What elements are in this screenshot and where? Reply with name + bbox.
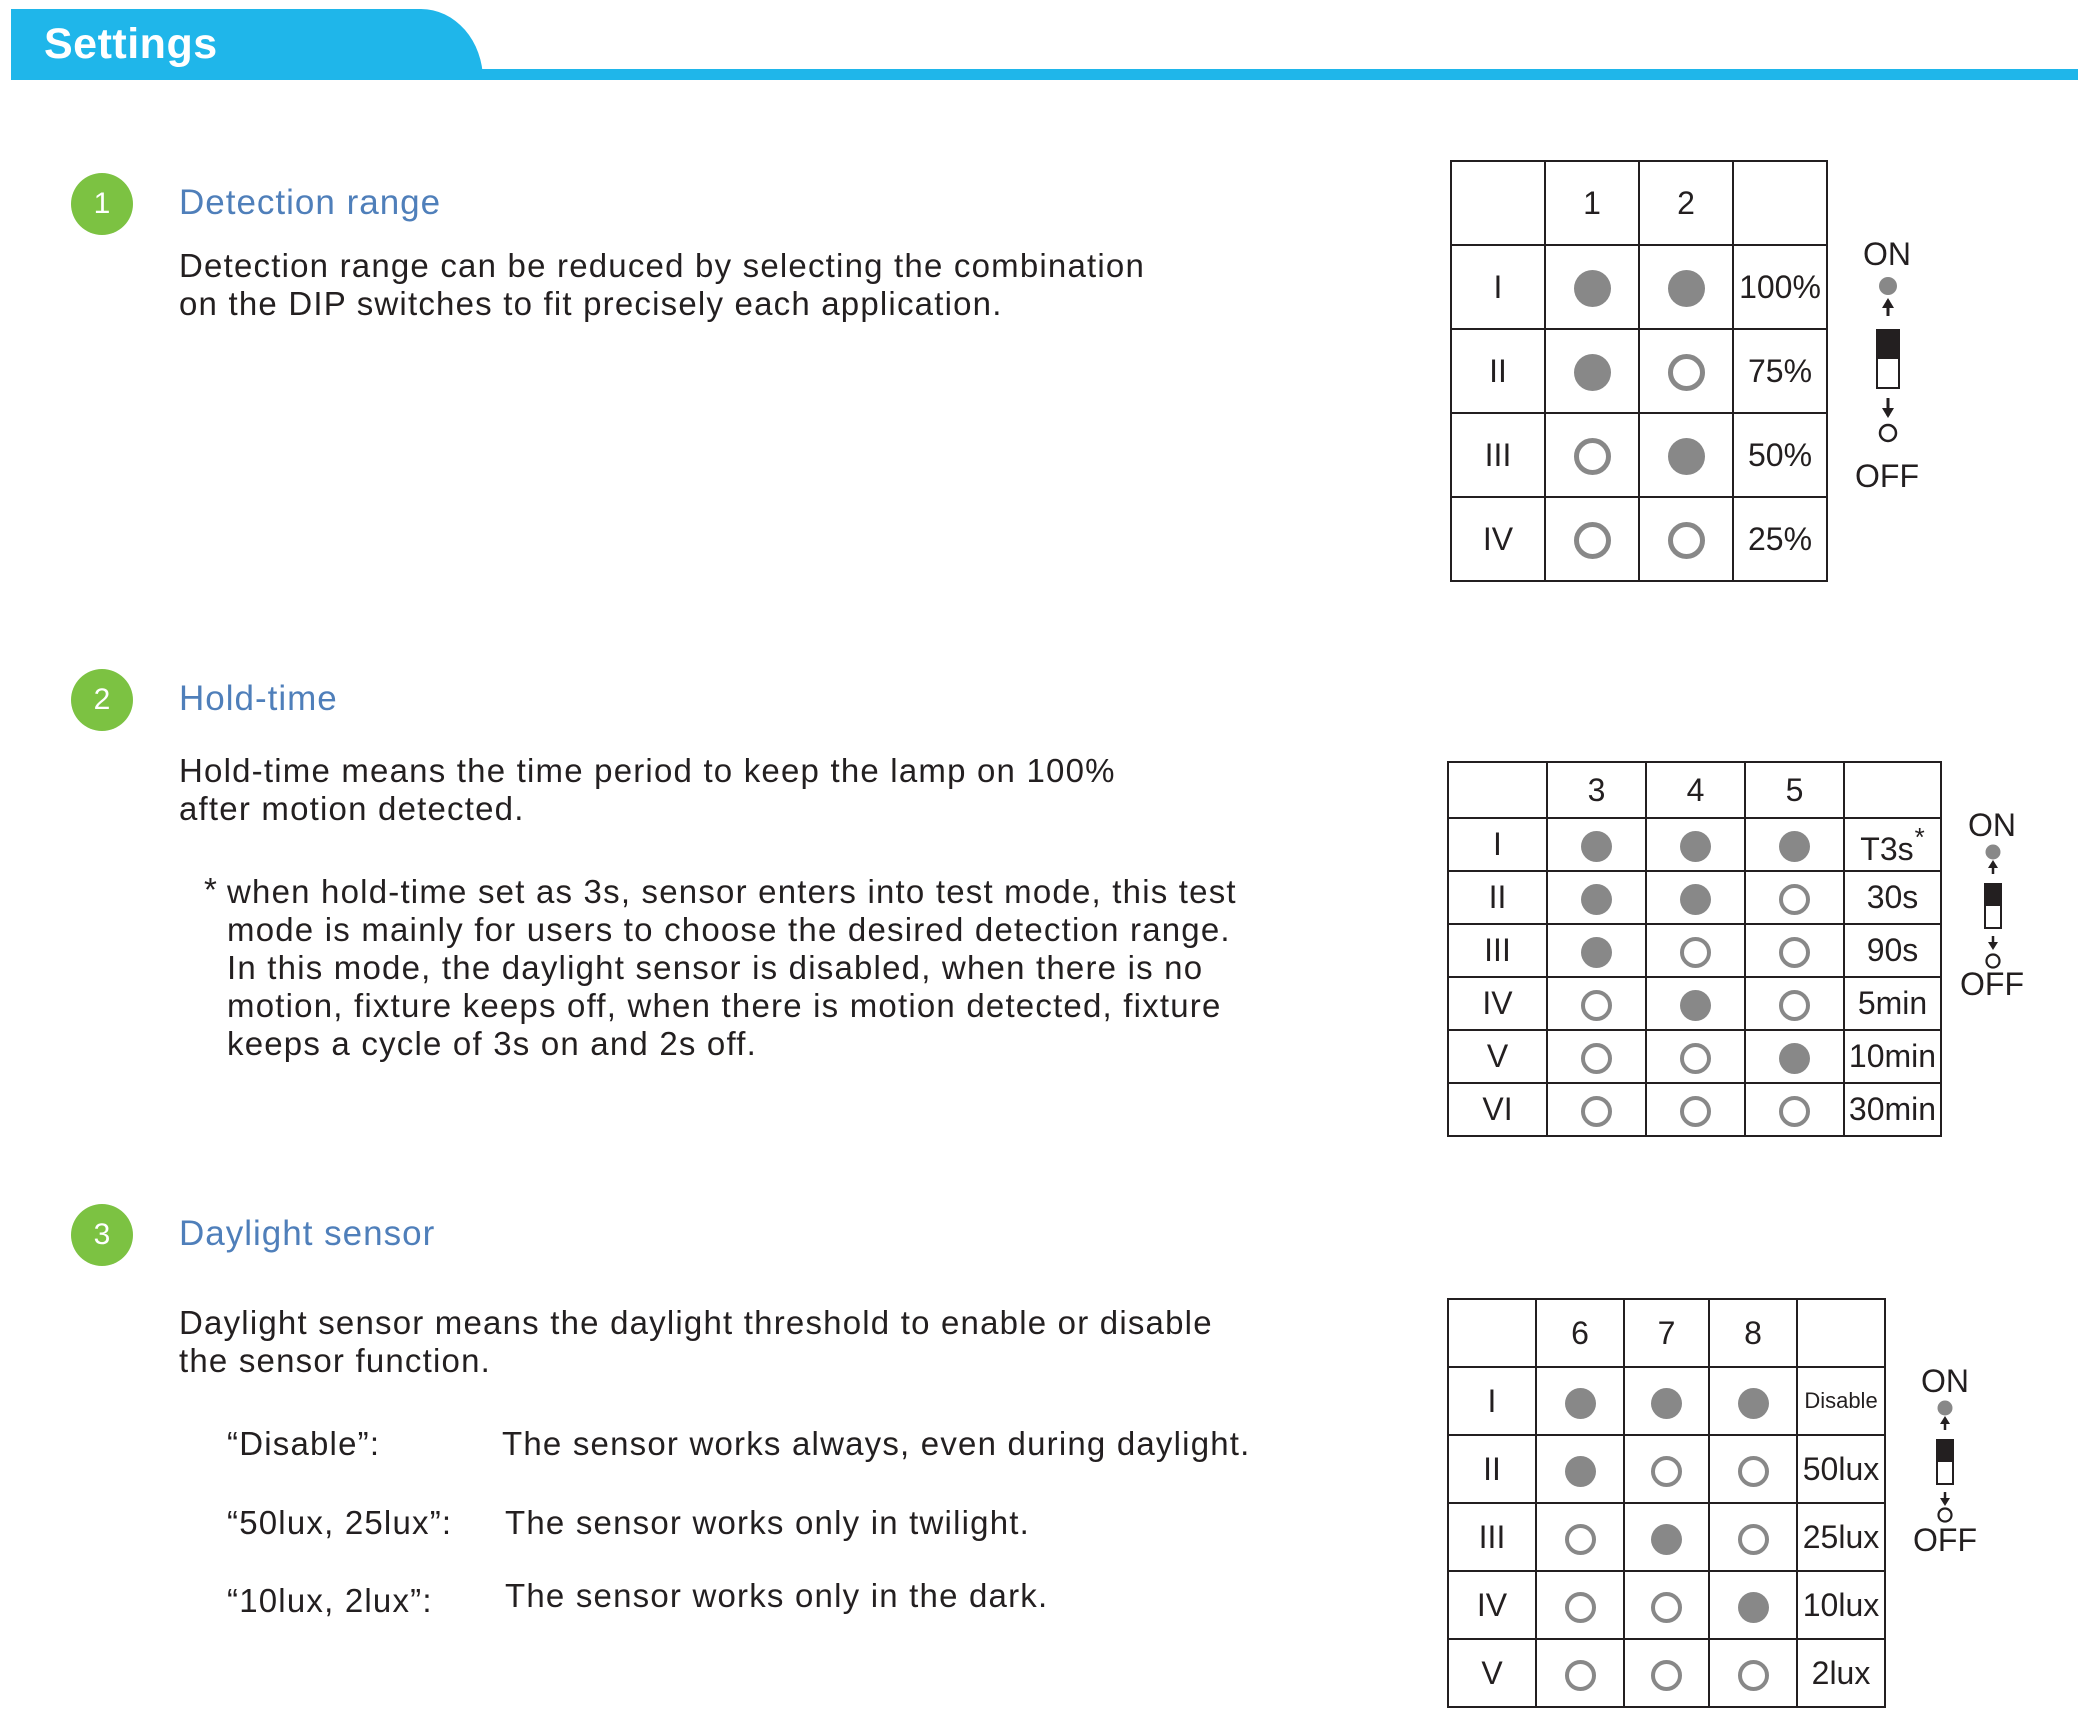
row-value: 75%	[1733, 329, 1827, 413]
mode-label-disable: “Disable”:	[227, 1425, 381, 1462]
row-value: 5min	[1844, 977, 1941, 1030]
switch-number: 7	[1624, 1299, 1709, 1367]
body-line: Hold-time means the time period to keep the lamp on 100%	[179, 752, 1116, 789]
dip-on-dot	[1680, 990, 1711, 1021]
row-value: 90s	[1844, 924, 1941, 977]
switch-off-label: OFF	[1855, 458, 1919, 494]
dip-off-dot	[1581, 1096, 1612, 1127]
dip-table-daylight-sensor	[1447, 1298, 1886, 1708]
row-label: V	[1448, 1639, 1536, 1707]
row-value-text: T3s	[1860, 830, 1914, 867]
test-mode-note	[227, 873, 1237, 1063]
row-label: I	[1448, 1367, 1536, 1435]
row-value	[1844, 818, 1941, 871]
dip-on-dot	[1565, 1456, 1596, 1487]
body-line: the sensor function.	[179, 1342, 492, 1379]
table-row	[1451, 245, 1827, 329]
row-label: VI	[1448, 1083, 1547, 1136]
dip-on-dot	[1738, 1388, 1769, 1419]
dip-switch-icon	[1872, 278, 1904, 448]
mode-desc-twilight: The sensor works only in twilight.	[505, 1504, 1030, 1541]
dip-on-dot	[1680, 884, 1711, 915]
dip-off-dot	[1779, 1096, 1810, 1127]
section-title-hold-time: Hold-time	[179, 679, 338, 718]
table-row	[1451, 413, 1827, 497]
dip-off-dot	[1738, 1456, 1769, 1487]
dip-off-dot	[1680, 1096, 1711, 1127]
dip-off-dot	[1779, 884, 1810, 915]
dip-off-dot	[1779, 937, 1810, 968]
dip-off-dot	[1680, 1043, 1711, 1074]
table-row	[1448, 924, 1941, 977]
dip-off-dot	[1651, 1660, 1682, 1691]
switch-number: 4	[1646, 762, 1745, 818]
row-label: III	[1451, 413, 1545, 497]
switch-on-label: ON	[1968, 807, 2016, 843]
dip-off-dot	[1574, 522, 1611, 559]
switch-number: 6	[1536, 1299, 1624, 1367]
test-mode-asterisk: *	[1914, 821, 1925, 852]
corner-cell	[1448, 762, 1547, 818]
dip-off-dot	[1738, 1660, 1769, 1691]
section-body-hold-time	[179, 752, 1116, 828]
table-header-row	[1451, 161, 1827, 245]
dip-on-dot	[1574, 270, 1611, 307]
switch-number: 3	[1547, 762, 1646, 818]
dip-off-dot	[1651, 1456, 1682, 1487]
row-value: 2lux	[1797, 1639, 1885, 1707]
dip-switch-icon	[1977, 844, 2009, 974]
dip-on-dot	[1581, 937, 1612, 968]
body-line: on the DIP switches to fit precisely each application.	[179, 285, 1003, 322]
row-value: 30s	[1844, 871, 1941, 924]
row-value: 25lux	[1797, 1503, 1885, 1571]
table-header-row	[1448, 1299, 1885, 1367]
row-label: III	[1448, 1503, 1536, 1571]
table-row	[1448, 818, 1941, 871]
mode-desc-dark: The sensor works only in the dark.	[505, 1577, 1049, 1614]
page-title: Settings	[44, 20, 218, 68]
dip-on-dot	[1738, 1592, 1769, 1623]
row-label: IV	[1451, 497, 1545, 581]
row-value: 50lux	[1797, 1435, 1885, 1503]
row-label: I	[1448, 818, 1547, 871]
table-header-row	[1448, 762, 1941, 818]
table-row	[1448, 977, 1941, 1030]
row-label: V	[1448, 1030, 1547, 1083]
corner-cell	[1451, 161, 1545, 245]
section-number-badge: 1	[71, 173, 133, 235]
body-line: after motion detected.	[179, 790, 525, 827]
dip-off-dot	[1779, 990, 1810, 1021]
row-value: 30min	[1844, 1083, 1941, 1136]
section-title-daylight-sensor: Daylight sensor	[179, 1214, 436, 1253]
row-label: II	[1451, 329, 1545, 413]
row-label: IV	[1448, 1571, 1536, 1639]
body-line: Detection range can be reduced by selecting the combination	[179, 247, 1146, 284]
row-value: 25%	[1733, 497, 1827, 581]
note-line: In this mode, the daylight sensor is disabled, when there is no	[227, 949, 1204, 986]
dip-on-dot	[1680, 831, 1711, 862]
switch-number: 5	[1745, 762, 1844, 818]
dip-on-dot	[1565, 1388, 1596, 1419]
table-row	[1451, 497, 1827, 581]
table-row	[1448, 1571, 1885, 1639]
row-value: 10min	[1844, 1030, 1941, 1083]
dip-off-dot	[1565, 1660, 1596, 1691]
dip-on-dot	[1651, 1524, 1682, 1555]
table-row	[1448, 871, 1941, 924]
dip-table-detection-range	[1450, 160, 1828, 582]
row-value: Disable	[1797, 1367, 1885, 1435]
dip-on-dot	[1668, 438, 1705, 475]
section-number-badge: 2	[71, 669, 133, 731]
dip-on-dot	[1779, 831, 1810, 862]
section-body-detection-range	[179, 247, 1145, 323]
dip-off-dot	[1651, 1592, 1682, 1623]
switch-on-label: ON	[1921, 1363, 1969, 1399]
row-label: II	[1448, 1435, 1536, 1503]
dip-on-dot	[1651, 1388, 1682, 1419]
header-rule	[11, 69, 2078, 80]
dip-off-dot	[1574, 438, 1611, 475]
row-value: 100%	[1733, 245, 1827, 329]
table-row	[1448, 1083, 1941, 1136]
dip-off-dot	[1581, 1043, 1612, 1074]
mode-label-dark: “10lux, 2lux”:	[227, 1582, 433, 1619]
dip-off-dot	[1738, 1524, 1769, 1555]
switch-number: 1	[1545, 161, 1639, 245]
note-line: motion, fixture keeps off, when there is motion detected, fixture	[227, 987, 1222, 1024]
table-row	[1451, 329, 1827, 413]
section-number-badge: 3	[71, 1204, 133, 1266]
switch-number: 8	[1709, 1299, 1797, 1367]
dip-off-dot	[1680, 937, 1711, 968]
switch-off-label: OFF	[1913, 1522, 1977, 1558]
note-line: when hold-time set as 3s, sensor enters into test mode, this test	[227, 873, 1237, 910]
row-value: 50%	[1733, 413, 1827, 497]
body-line: Daylight sensor means the daylight threshold to enable or disable	[179, 1304, 1213, 1341]
dip-off-dot	[1581, 990, 1612, 1021]
dip-off-dot	[1565, 1524, 1596, 1555]
switch-on-label: ON	[1863, 236, 1911, 272]
table-row	[1448, 1367, 1885, 1435]
dip-table-hold-time	[1447, 761, 1942, 1137]
table-row	[1448, 1435, 1885, 1503]
section-title-detection-range: Detection range	[179, 183, 442, 222]
table-row	[1448, 1030, 1941, 1083]
dip-on-dot	[1581, 831, 1612, 862]
row-label: II	[1448, 871, 1547, 924]
value-header-cell	[1733, 161, 1827, 245]
dip-on-dot	[1581, 884, 1612, 915]
switch-number: 2	[1639, 161, 1733, 245]
dip-on-dot	[1668, 270, 1705, 307]
switch-off-label: OFF	[1960, 966, 2024, 1002]
corner-cell	[1448, 1299, 1536, 1367]
note-line: keeps a cycle of 3s on and 2s off.	[227, 1025, 757, 1062]
mode-label-twilight: “50lux, 25lux”:	[227, 1504, 453, 1541]
note-asterisk: *	[204, 871, 217, 908]
dip-off-dot	[1668, 522, 1705, 559]
dip-on-dot	[1574, 354, 1611, 391]
row-label: I	[1451, 245, 1545, 329]
table-row	[1448, 1503, 1885, 1571]
dip-off-dot	[1565, 1592, 1596, 1623]
row-label: III	[1448, 924, 1547, 977]
value-header-cell	[1844, 762, 1941, 818]
dip-off-dot	[1668, 354, 1705, 391]
row-value: 10lux	[1797, 1571, 1885, 1639]
mode-desc-disable: The sensor works always, even during daylight.	[502, 1425, 1251, 1462]
section-body-daylight-sensor	[179, 1304, 1213, 1380]
value-header-cell	[1797, 1299, 1885, 1367]
row-label: IV	[1448, 977, 1547, 1030]
note-line: mode is mainly for users to choose the desired detection range.	[227, 911, 1231, 948]
table-row	[1448, 1639, 1885, 1707]
dip-switch-icon	[1929, 1400, 1961, 1528]
dip-on-dot	[1779, 1043, 1810, 1074]
